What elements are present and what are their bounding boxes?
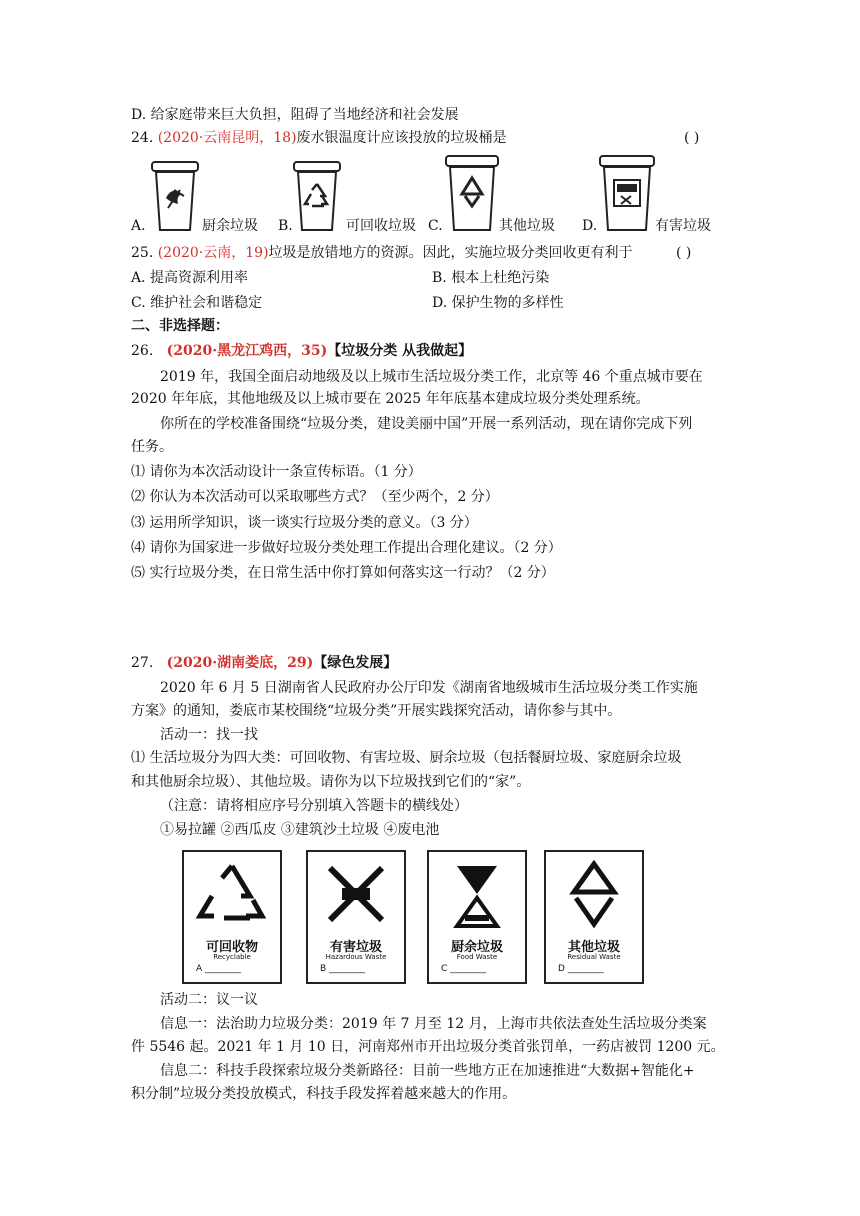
sign-hazardous	[306, 850, 406, 984]
q27-subquestion-1a: ⑴ 生活垃圾分为四大类：可回收物、有害垃圾、厨余垃圾（包括餐厨垃圾、家庭厨余垃圾	[131, 750, 682, 766]
sign-residual-waste	[544, 850, 644, 984]
q26-subquestion-3: ⑶ 运用所学知识，谈一谈实行垃圾分类的意义。（3 分）	[131, 515, 478, 531]
q26-subquestion-5: ⑸ 实行垃圾分类，在日常生活中你打算如何落实这一行动？（2 分）	[131, 565, 555, 581]
question-source: (2020·云南，19)	[157, 245, 269, 261]
sign-label-en: Hazardous Waste	[325, 953, 387, 961]
q27-info-2b: 积分制”垃圾分类投放模式，科技手段发挥着越来越大的作用。	[131, 1086, 517, 1102]
sign-label-cn: 其他垃圾	[567, 940, 620, 955]
sign-label-en: Recyclable	[213, 953, 251, 961]
question-text: 废水银温度计应该投放的垃圾桶是	[296, 130, 507, 146]
bin-c-letter: C.	[428, 218, 443, 234]
bin-d-letter: D.	[582, 218, 598, 234]
q27-paragraph-1a: 2020 年 6 月 5 日湖南省人民政府办公厅印发《湖南省地级城市生活垃圾分类工作实施	[160, 680, 698, 696]
q26-subquestion-2: ⑵ 你认为本次活动可以采取哪些方式？（至少两个，2 分）	[131, 489, 499, 505]
question-source: (2020·湖南娄底，29)	[166, 655, 314, 671]
q27-items: ①易拉罐 ②西瓜皮 ③建筑沙土垃圾 ④废电池	[160, 822, 440, 838]
question-source: (2020·云南昆明，18)	[157, 130, 297, 146]
hazardous-bin-icon	[597, 154, 657, 232]
q27-note: （注意：请将相应序号分别填入答题卡的横线处）	[160, 798, 468, 814]
q26-subquestion-1: ⑴ 请你为本次活动设计一条宣传标语。（1 分）	[131, 464, 422, 480]
q25-option-c: C. 维护社会和谐稳定	[131, 295, 263, 311]
sign-label-cn: 有害垃圾	[329, 940, 382, 955]
q26-paragraph-2a: 你所在的学校准备围绕“垃圾分类，建设美丽中国”开展一系列活动，现在请你完成下列	[160, 416, 693, 432]
q27-info-2a: 信息二：科技手段探索垃圾分类新路径：目前一些地方正在加速推进“大数据+智能化+	[160, 1063, 695, 1079]
sign-recyclable	[182, 850, 282, 984]
sign-label-en: Residual Waste	[567, 953, 621, 961]
answer-paren: ( )	[676, 245, 692, 261]
q26-paragraph-2b: 任务。	[131, 439, 173, 455]
question-title: 【垃圾分类 从我做起】	[327, 343, 473, 359]
hazardous-cross-icon	[308, 852, 404, 936]
q26-paragraph-1b: 2020 年年底，其他地级及以上城市要在 2025 年年底基本建成垃圾分类处理系统。	[131, 391, 650, 407]
question-number: 26.	[131, 343, 154, 359]
bin-b-label: 可回收垃圾	[346, 218, 416, 234]
answer-blank: C ________	[441, 964, 487, 974]
q27-activity-1: 活动一：找一找	[160, 727, 258, 743]
question-number: 24.	[131, 130, 154, 146]
answer-blank: B ________	[320, 964, 366, 974]
q27-info-1b: 件 5546 起。2021 年 1 月 10 日，河南郑州市开出垃圾分类首张罚单，一药店被罚 1200 元。	[131, 1039, 725, 1055]
q27-info-1a: 信息一：法治助力垃圾分类：2019 年 7 月至 12 月，上海市共依法查处生活垃圾分类案	[160, 1016, 707, 1032]
q27-activity-2: 活动二：议一议	[160, 992, 258, 1008]
bin-d-label: 有害垃圾	[655, 218, 711, 234]
question-26	[131, 341, 472, 361]
answer-blank: A ________	[196, 964, 242, 974]
bin-a-letter: A.	[131, 218, 146, 234]
sign-label-cn: 可回收物	[205, 940, 258, 955]
q26-paragraph-1a: 2019 年，我国全面启动地级及以上城市生活垃圾分类工作，北京等 46 个重点城市要在	[160, 369, 703, 385]
recycle-icon	[184, 852, 280, 936]
question-text: 垃圾是放错地方的资源。因此，实施垃圾分类回收更有利于	[268, 245, 633, 261]
question-25	[131, 243, 633, 263]
bin-a-label: 厨余垃圾	[202, 218, 258, 234]
food-waste-icon	[429, 852, 525, 936]
option-d-q23: D. 给家庭带来巨大负担，阻碍了当地经济和社会发展	[131, 107, 459, 123]
bin-b-letter: B.	[278, 218, 293, 234]
question-number: 27.	[131, 655, 154, 671]
bin-c-label: 其他垃圾	[499, 218, 555, 234]
section-heading: 二、非选择题：	[131, 318, 229, 334]
recyclable-bin-icon	[290, 160, 344, 232]
q26-subquestion-4: ⑷ 请你为国家进一步做好垃圾分类处理工作提出合理化建议。（2 分）	[131, 540, 562, 556]
sign-food-waste	[427, 850, 527, 984]
answer-paren: ( )	[684, 130, 700, 146]
residual-waste-icon	[546, 852, 642, 936]
other-waste-bin-icon	[443, 154, 501, 232]
q25-option-a: A. 提高资源利用率	[131, 270, 249, 286]
q27-subquestion-1b: 和其他厨余垃圾）、其他垃圾。请你为以下垃圾找到它们的“家”。	[131, 774, 531, 790]
question-number: 25.	[131, 245, 154, 261]
sign-label-cn: 厨余垃圾	[450, 940, 503, 955]
question-title: 【绿色发展】	[313, 655, 398, 671]
answer-blank: D ________	[558, 964, 604, 974]
sign-label-en: Food Waste	[456, 953, 498, 961]
q25-option-d: D. 保护生物的多样性	[432, 295, 564, 311]
question-27	[131, 653, 397, 673]
q25-option-b: B. 根本上杜绝污染	[432, 270, 550, 286]
q27-paragraph-1b: 方案》的通知，娄底市某校围绕“垃圾分类”开展实践探究活动，请你参与其中。	[131, 703, 622, 719]
question-source: (2020·黑龙江鸡西，35)	[166, 343, 328, 359]
kitchen-waste-bin-icon	[148, 160, 202, 232]
question-24	[131, 128, 507, 148]
